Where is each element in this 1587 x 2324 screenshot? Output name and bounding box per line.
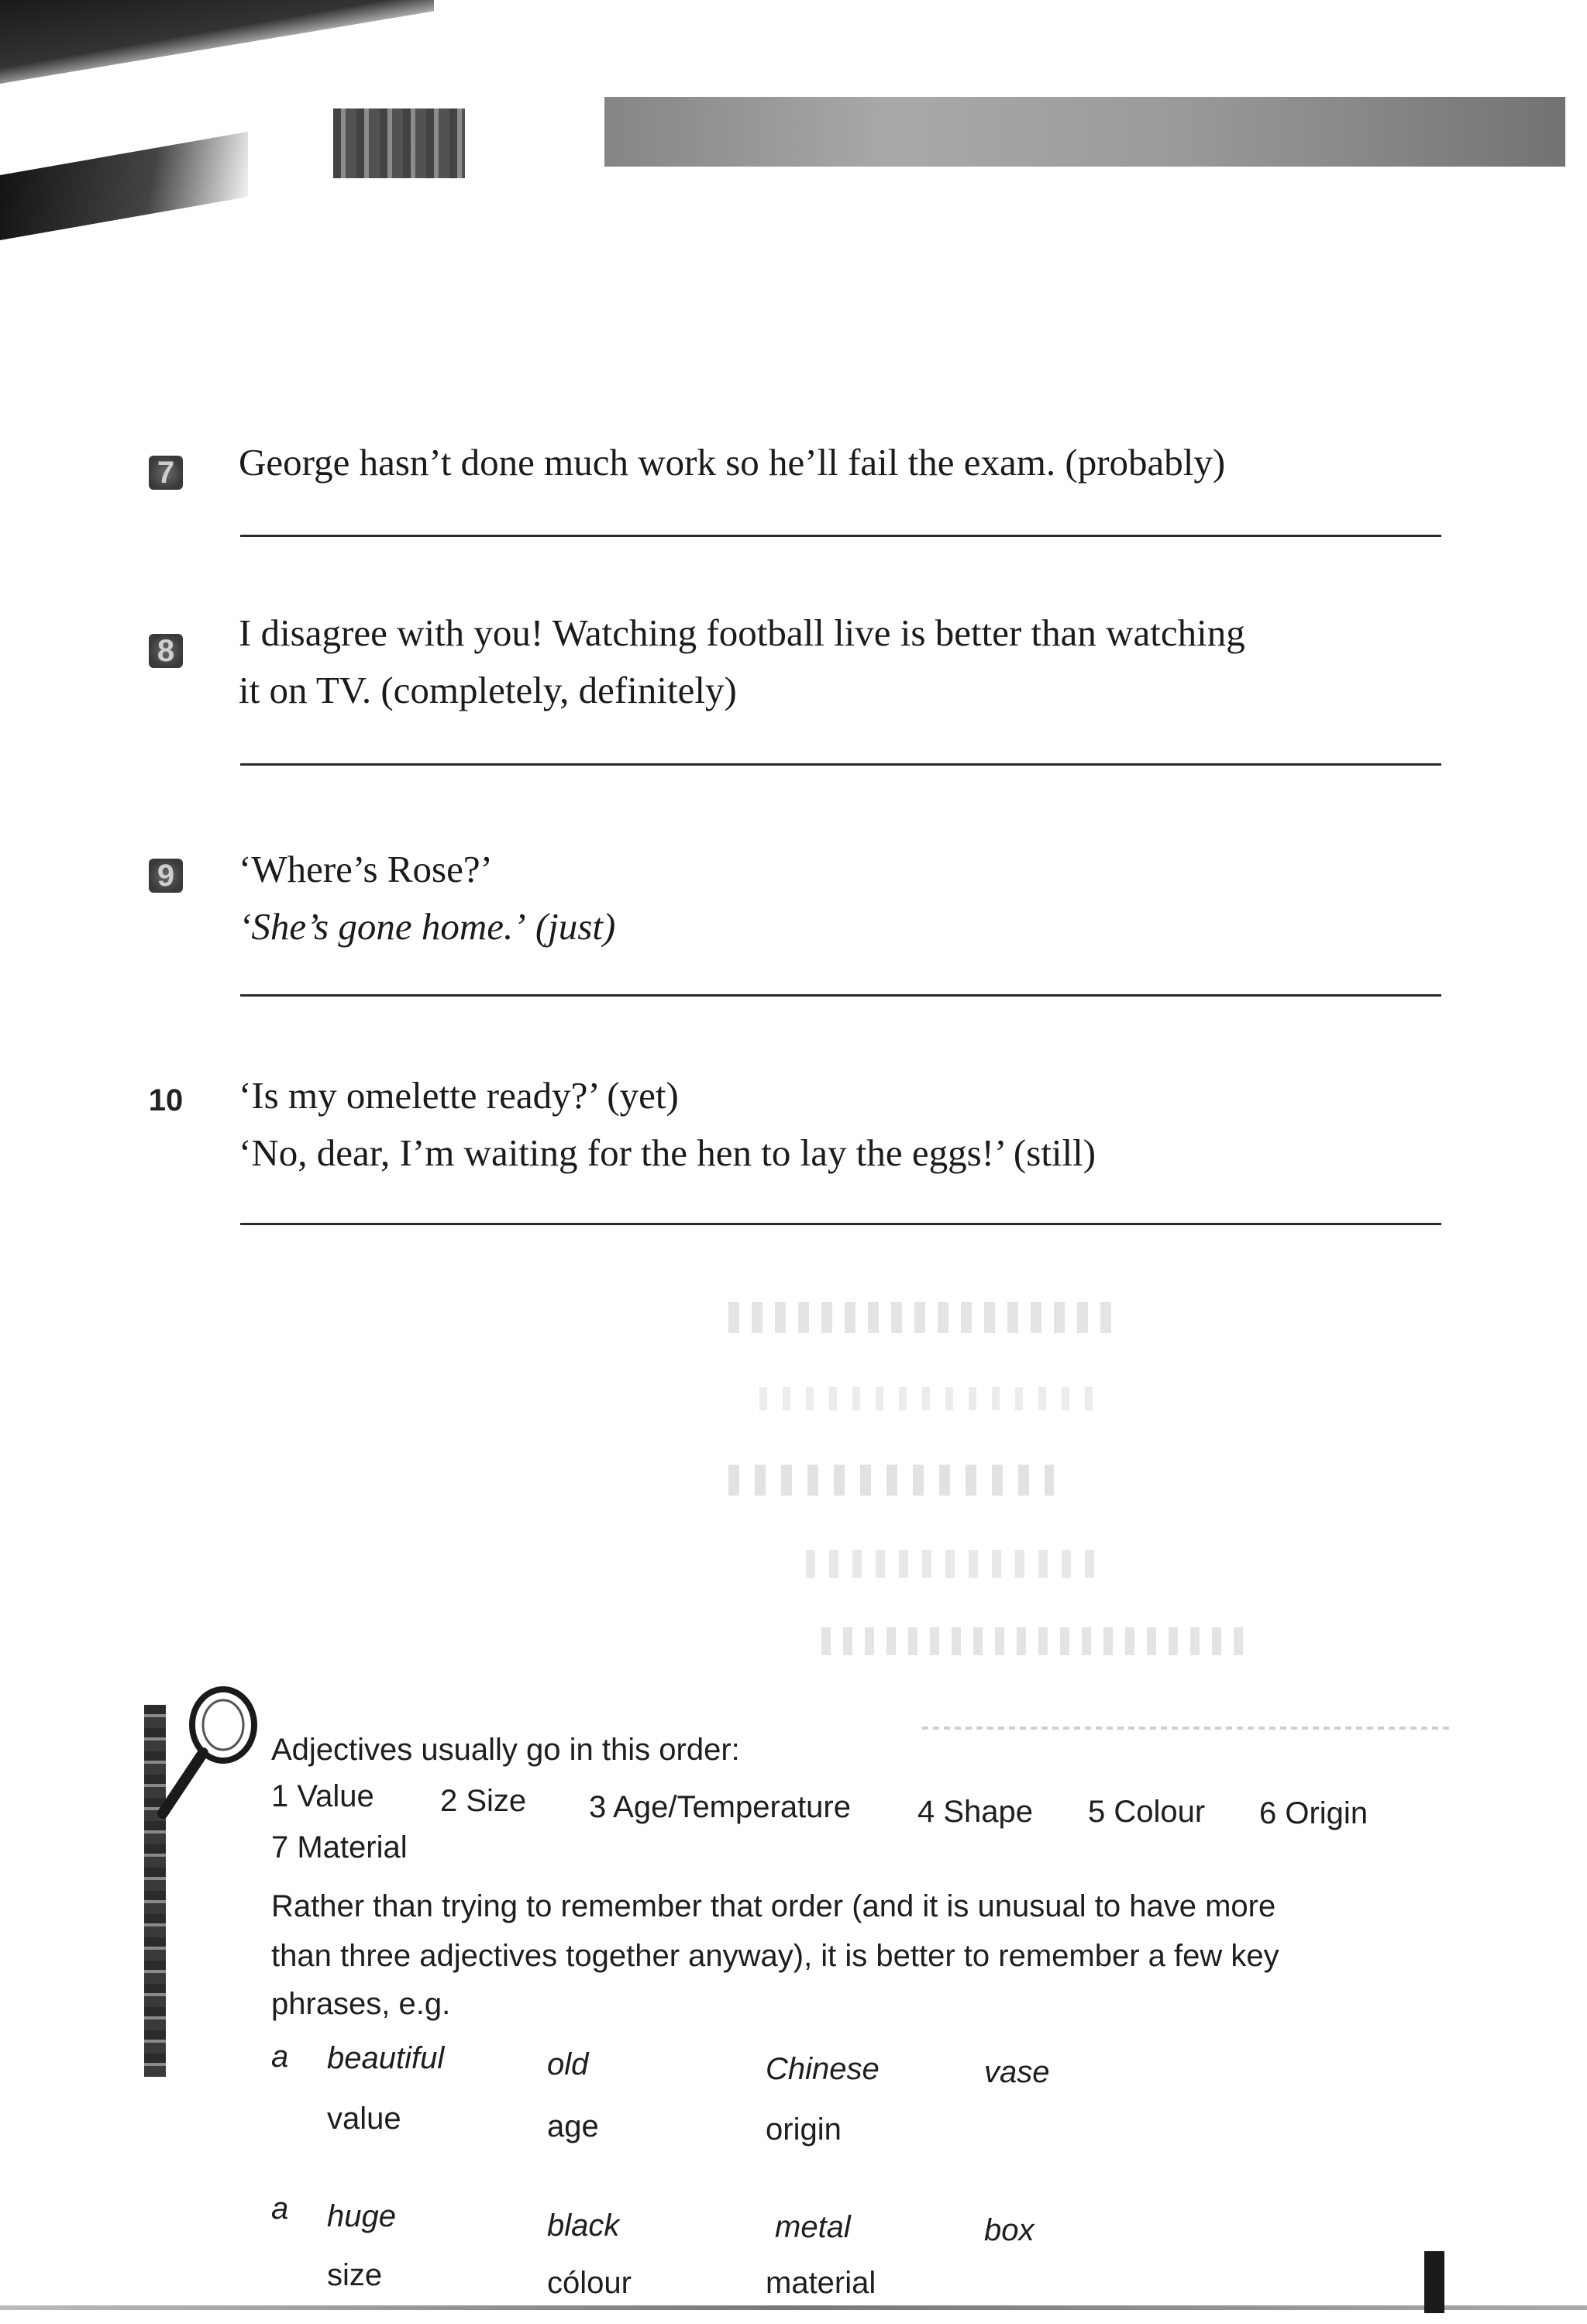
order-item: 4 Shape bbox=[917, 1795, 1034, 1829]
exercise-line: ‘Where’s Rose?’ bbox=[239, 848, 493, 890]
exercise-number: 7 bbox=[149, 456, 183, 490]
scan-smudge bbox=[333, 108, 465, 178]
magnifying-glass-icon bbox=[147, 1682, 271, 1837]
header-band bbox=[604, 97, 1565, 167]
scan-shadow-top bbox=[0, 0, 434, 93]
exercise-number: 10 bbox=[148, 1083, 184, 1117]
exercise-sentence bbox=[239, 1067, 1463, 1182]
example-article: a bbox=[271, 2040, 289, 2074]
order-item: 1 Value bbox=[271, 1779, 374, 1813]
answer-line[interactable] bbox=[240, 994, 1441, 997]
example-word: metal bbox=[775, 2210, 851, 2244]
exercise-number: 9 bbox=[149, 859, 183, 893]
exercise-line bbox=[239, 898, 1463, 955]
example-word: box bbox=[984, 2213, 1034, 2247]
dialogue-reply: ‘She’s gone home.’ bbox=[239, 905, 526, 948]
tip-explanation-line: phrases, e.g. bbox=[271, 1987, 451, 2021]
exercise-number: 8 bbox=[149, 634, 183, 668]
adverb-hint: (just) bbox=[535, 905, 616, 948]
exercise-sentence bbox=[239, 841, 1463, 955]
example-label: material bbox=[766, 2266, 876, 2300]
tip-explanation-line: than three adjectives together anyway), it is better to remember a few key bbox=[271, 1939, 1279, 1973]
show-through bbox=[728, 1465, 1054, 1496]
show-through bbox=[759, 1387, 1100, 1410]
show-through bbox=[821, 1627, 1255, 1655]
exercise-sentence bbox=[239, 604, 1463, 719]
example-label: age bbox=[547, 2109, 599, 2143]
scan-bottom-edge bbox=[0, 2305, 1587, 2310]
show-through bbox=[806, 1550, 1100, 1578]
example-label: value bbox=[327, 2102, 401, 2136]
tip-intro: Adjectives usually go in this order: bbox=[271, 1733, 740, 1767]
exercise-line: it on TV. (completely, definitely) bbox=[239, 669, 737, 711]
tip-explanation-line: Rather than trying to remember that order (and it is unusual to have more bbox=[271, 1889, 1276, 1923]
exercise-line: ‘No, dear, I’m waiting for the hen to lay the eggs!’ (still) bbox=[239, 1131, 1096, 1174]
answer-line[interactable] bbox=[240, 763, 1441, 766]
answer-line[interactable] bbox=[240, 1223, 1441, 1225]
example-label: origin bbox=[766, 2112, 842, 2147]
example-word: black bbox=[547, 2209, 620, 2243]
exercise-sentence bbox=[239, 434, 1463, 491]
order-item: 2 Size bbox=[440, 1784, 527, 1818]
page-corner-mark bbox=[1424, 2251, 1444, 2313]
example-label: cólour bbox=[547, 2266, 632, 2300]
order-item: 3 Age/Temperature bbox=[589, 1790, 851, 1824]
example-label: size bbox=[327, 2258, 383, 2292]
answer-line[interactable] bbox=[240, 535, 1441, 537]
show-through-rule bbox=[922, 1727, 1449, 1730]
scan-shadow-left bbox=[0, 132, 248, 240]
order-item: 6 Origin bbox=[1259, 1796, 1368, 1830]
example-word: beautiful bbox=[327, 2041, 445, 2075]
order-item: 5 Colour bbox=[1088, 1795, 1206, 1829]
order-item: 7 Material bbox=[271, 1830, 408, 1864]
exercise-line: ‘Is my omelette ready?’ (yet) bbox=[239, 1074, 679, 1117]
example-word: old bbox=[547, 2047, 589, 2081]
exercise-line: George hasn’t done much work so he’ll fail the exam. (probably) bbox=[239, 441, 1226, 484]
example-word: vase bbox=[984, 2055, 1050, 2089]
example-word: Chinese bbox=[766, 2052, 880, 2086]
exercise-line: I disagree with you! Watching football live is better than watching bbox=[239, 611, 1245, 654]
example-word: huge bbox=[327, 2199, 396, 2233]
example-article: a bbox=[271, 2191, 289, 2226]
show-through bbox=[728, 1302, 1116, 1333]
